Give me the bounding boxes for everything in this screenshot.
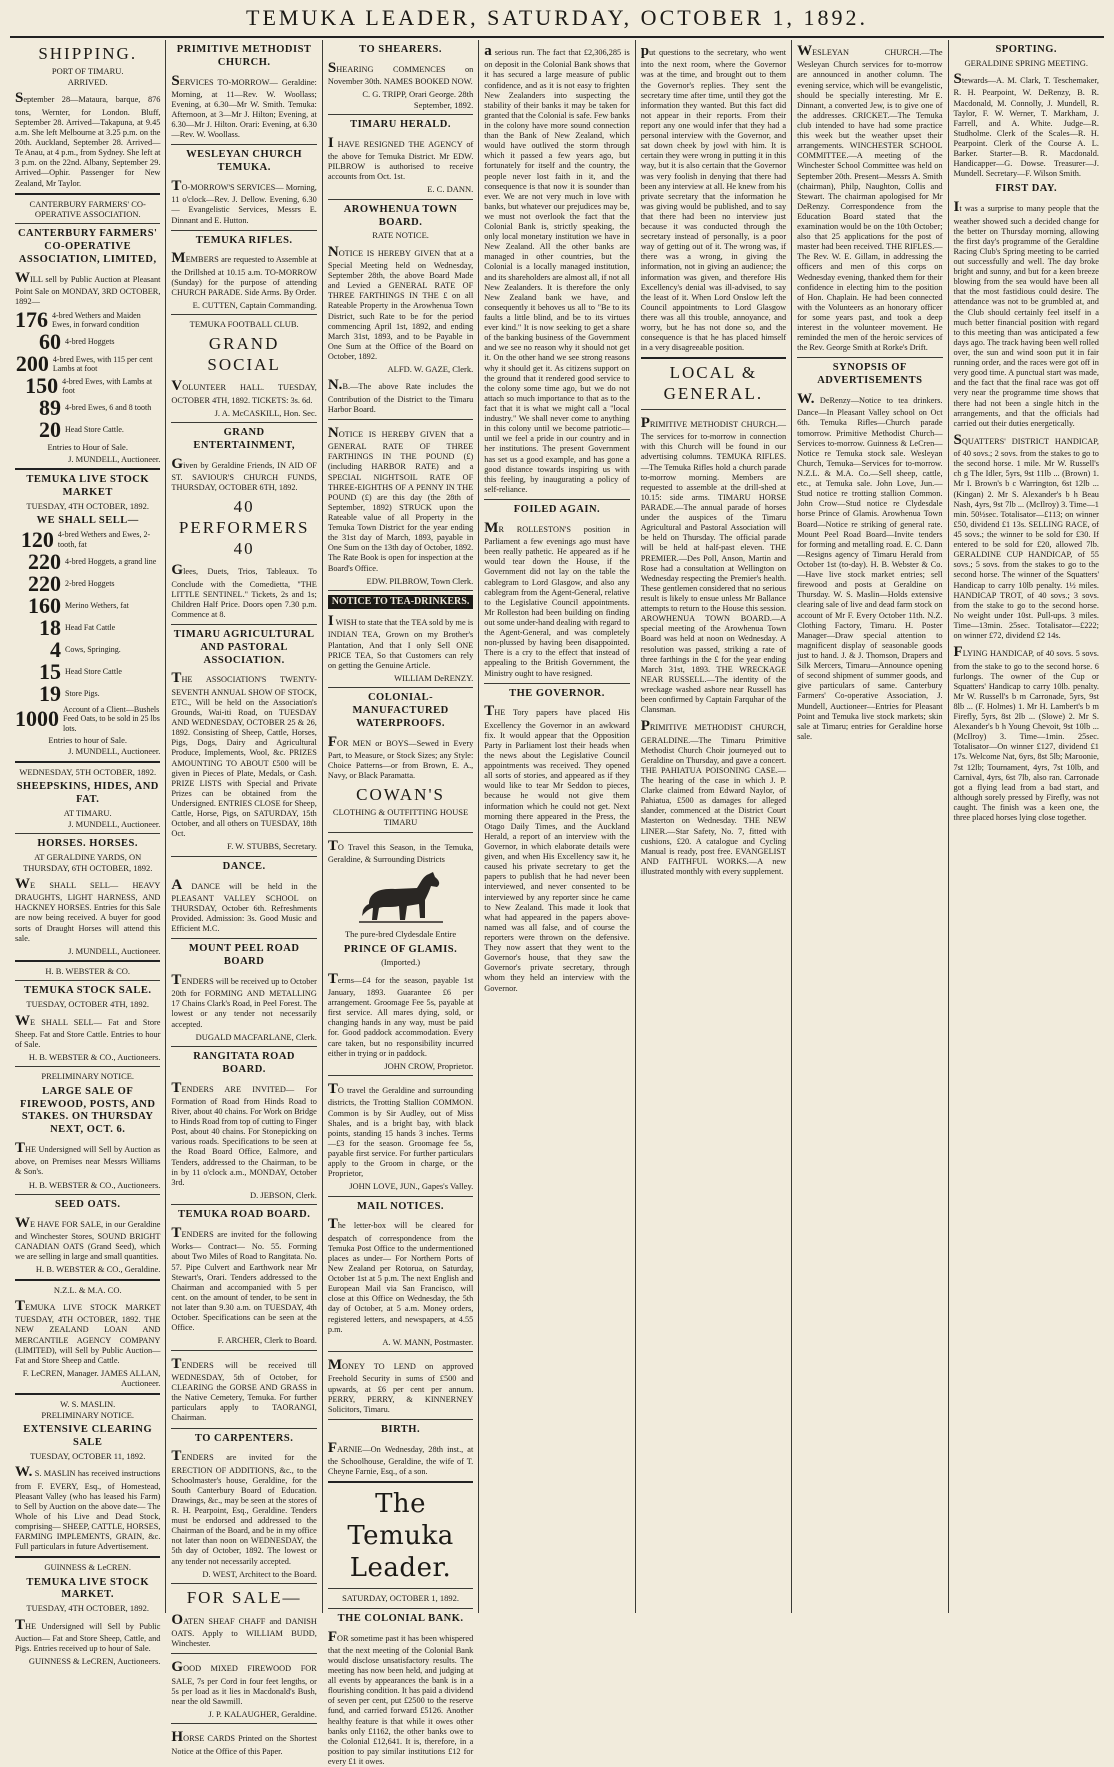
travel-text: TO Travel this Season, in the Temuka, Geraldine, & Surrounding Districts [327,837,474,865]
fc-text: VOLUNTEER HALL. TUESDAY, OCTOBER 4TH, 1892. TICKETS: 3s. 6d. [171,378,317,405]
dance-text: A DANCE will be held in the PLEASANT VALLEY SCHOOL on THURSDAY, October 6th. Refreshments Provided. Admission: 3s. Good Music and Efficient M.C. [171,876,317,934]
guinness-date: TUESDAY, 4TH OCTOBER, 1892. [26,1603,150,1614]
stock-list-1 [15,309,160,441]
prince-heading: PRINCE OF GLAMIS. [343,943,458,955]
signature: H. B. WEBSTER & CO., Auctioneers. [28,1179,161,1190]
nzla-banner: N.Z.L. & M.A. CO. [53,1284,122,1295]
meeting-heading: GERALDINE SPRING MEETING. [964,57,1088,68]
stock-desc: 2-bred Hoggets [65,578,115,588]
stock-desc: 4-bred Ewes, with Lambs at foot [62,376,153,396]
signature: F. ARCHER, Clerk to Board. [217,1335,317,1346]
herald-text: I HAVE RESIGNED THE AGENCY of the above for Temuka District. Mr EDW. PILBROW is authorised to receive accounts from Oct. 1st. [327,134,474,182]
divider [171,230,316,231]
dance-heading: DANCE. [222,860,266,872]
divider [171,1046,316,1047]
tap-heading: TIMARU AGRICULTURAL AND PASTORAL ASSOCIATION. [173,629,315,666]
tea-text: I WISH to state that the TEA sold by me is INDIAN TEA, Grown on my Brother's Plantation, And that I only Sell ONE PRICE TEA, So that Customers can rely on getting the Genuine Article. [327,613,474,670]
waterproofs-heading: COLONIAL-MANUFACTURED WATERPROOFS. [352,692,449,729]
signature: DUGALD MACFARLANE, Clerk. [195,1031,317,1042]
divider [171,1723,316,1724]
horse-illustration [328,868,473,926]
carp-text: TENDERS are invited for the ERECTION OF ADDITIONS, &c., to the Schoolmaster's house, Geraldine, for the South Canterbury Board of Education. Drawings, &c., may be seen at the stores of R. H. Pearpoint, Esq., Geraldine. Tenders must be endorsed and addressed to the Chairman of the Board, and be in my office not later than noon on WEDNESDAY, the 5th day of October, 1892. The lowest or any tender not necessarily accepted. [171,1448,317,1566]
columns [10,40,1104,1767]
maslin-banner: W. S. MASLIN. [60,1398,116,1409]
divider [484,499,629,500]
divider [171,144,316,145]
stock-line [15,331,160,353]
stock-line [15,705,160,734]
pm-heading: PRIMITIVE METHODIST CHURCH. [176,44,312,68]
guinness-text: THE Undersigned will Sell by Public Auction— Fat and Store Sheep, Cattle, and Pigs. Entries received up to hour of Sale. [15,1616,161,1654]
column-6 [792,40,948,1613]
stock-desc: Store Pigs. [65,688,100,698]
divider [15,193,160,195]
stock-line [15,375,160,397]
divider [15,960,160,962]
column-1 [10,40,166,1667]
paper-nameplate: The Temuka Leader. [347,1489,454,1583]
signature: J. A. McCASKILL, Hon. Sec. [214,407,317,418]
signature: H. B. WEBSTER & CO., Auctioneers. [28,1052,161,1063]
stock-count: 1000 [15,706,59,732]
divider [15,833,160,834]
signature: F. W. STUBBS, Secretary. [227,841,317,852]
divider [641,409,786,410]
stock-count: 150 [25,373,59,399]
maslin-prelim: PRELIMINARY NOTICE. [41,1409,135,1420]
divider [171,314,316,315]
races-text: SQUATTERS' DISTRICT HANDICAP, of 40 sovs.; 2 sovs. from the stakes to go to the second horse. 1 mile. Mr W. Russell's ch g The Idler, 5yrs, 9st 11lb ... (Brown) 1. Mr I. Brown's b c Warrington, 6st 12lb ... (Kingan) 2. Mr S. Alexander's b h Beau Nash, 4yrs, 9st 7lb ... (McIlroy) 3. Time—1 min. 50½sec. Totalisator—£113; on winner £50, dividend £1 13s. SELLING RACE, of 45 sovs.; the winner to be sold for £30. If entered to be sold for £20, allowed 7lb. GERALDINE CUP HANDICAP, of 55 sovs.; 5 sovs. from the stakes to go to the second horse. The winner of the Squatters' Handicap to carry 10lb penalty. 1½ miles. HANDICAP TROT, of 40 sovs.; 3 sovs. from the stake to go to the second horse. No weight under 10st. Pull-ups. 3 miles. Time—13min. 25sec. Totalisator—£222; on winner £72, dividend £2 14s. [953,431,1099,641]
signature: JOHN CROW, Proprietor. [384,1060,474,1071]
stock-line [15,658,160,684]
pure-bred-line: The pure-bred Clydesdale Entire [344,929,457,940]
divider [328,1075,473,1076]
common-text: TO travel the Geraldine and surrounding districts, the Trotting Stallion COMMON. Common is by Sir Audley, out of Miss Shales, and is a bright bay, with black points, standing 15 hands 3 inches. Terms—£3 for the season. Groomage fee 5s, payable first service. For further particulars apply to the Groom in charge, or the Proprietor, [327,1081,474,1179]
divider [171,1583,316,1584]
stock-count: 4 [50,636,61,662]
signature: J. MUNDELL, Auctioneer. [68,453,161,464]
grass-text: TENDERS will be received till WEDNESDAY, 5th of October, for CLEARING the GORSE AND GRASS in the Native Cemetery, Temuka. For further particulars apply to TAORANGI, Chairman. [171,1355,317,1423]
signature: D. JEBSON, Clerk. [250,1189,317,1200]
maslin-heading: EXTENSIVE CLEARING SALE [23,1424,153,1449]
divider [15,1279,160,1281]
sheepskins-heading: SHEEPSKINS, HIDES, AND FAT. [16,781,159,805]
we-shall-sell: WE SHALL SELL— [36,514,139,526]
signature: J. MUNDELL, Auctioneer. [68,746,161,757]
stock-line [15,419,160,441]
synopsis-text: W. DeRenzy—Notice to tea drinkers. Dance—In Pleasant Valley school on Oct 6th. Temuka Rifles—Church parade tomorrow. Primitive Methodist Church—Services to-morrow. Guinness & LeCren—Notice re Temuka stock sale. Wesleyan Church, Temuka—Services for to-morrow. N.Z.L. & M.A. Co.—Sell sheep, cattle, etc., at Temuka sale. John Love, Jun.—Stud notice re trotting stallion Common. John Crow—Stud notice re Clydesdale horse Prince of Glamis. Arowhenua Town Board—Notice re striking of general rate. Mount Peel Road Board—Invite tenders for forming and metalling road. E. C. Dann—Resigns agency of Timaru Herald from October 1st (to-day). H. B. Webster & Co.—Have live stock market entries; sell firewood and posts at Geraldine on Thursday. W. S. Maslin—Holds extensive clearing sale of live and dead farm stock on account of Mr F. Every October 11th. N.Z. Clothing Factory, Timaru. H. Poster Manager—Draw special attention to magnificent display of seasonable goods just to hand. J. & J. Thomson, Drapers and Silk Mercers, Timaru—Announce opening of second shipment of summer goods, and give particulars of same. Canterbury Farmers' Co-operative Association, J. Mundell, Auctioneer—Entries for Pleasant Point and Temuka live stock markets; skin sale at Timaru; entries for Geraldine horse sale. [797,391,943,741]
masthead-title: TEMUKA LEADER, SATURDAY, OCTOBER 1, 1892. [246,5,868,30]
stock-line [15,636,160,662]
birth-text: FARNIE—On Wednesday, 28th inst., at the Schoolhouse, Geraldine, the wife of T. Cheyne Farnie, Esq., of a son. [327,1439,474,1477]
stock-count: 176 [15,307,48,333]
column-3 [323,40,479,1767]
divider [328,114,473,115]
colonial-bank-heading: THE COLONIAL BANK. [337,1612,464,1624]
first-day-text: It was a surprise to many people that the weather showed such a decided change for the better on Thursday morning, allowing the first day's programme of the Geraldine Racing Club's Spring meeting to be carried out successfully and well. The day broke bright and sunny, and but for a keen breeze blowing from the sea would have been all that the most fastidious could desire. The attendance was not to be grumbled at, and the Club should certainly feel itself in a much better financial position with regard to this meeting than was anticipated a few days ago. The track having been well rolled over, the sun and wind soon put it in fair running order, and the races were got off in very good time. A punctual start was made, and the fact that the final race was got off very near the programme time shows that there had not been a single hitch in the arrangements, and that the officials had carried out their duties energetically. [953,199,1099,428]
divider [171,1653,316,1654]
wednesday-banner: WEDNESDAY, 5TH OCTOBER, 1892. [19,766,157,777]
herald-heading: TIMARU HERALD. [350,118,452,130]
firewood-heading: LARGE SALE OF FIREWOOD, POSTS, AND STAKES. ON THURSDAY NEXT, OCT. 6. [19,1085,156,1136]
imported-label: (Imported.) [381,957,421,968]
signature: J. MUNDELL, Auctioneer. [68,819,161,829]
entries-note: Entries to hour of Sale. [48,734,128,745]
mail-heading: MAIL NOTICES. [357,1200,445,1212]
signature: H. B. WEBSTER & CO., Geraldine. [35,1264,161,1275]
colonial-bank-text: FOR sometime past it has been whispered that the next meeting of the Colonial Bank would disclose unsatisfactory results. The meeting has now been held, and judging at all events by appearances the bank is in a flourishing condition. It has paid a dividend of seven per cent, put £2500 to the reserve fund, and carried forward £5126. Another healthy feature is that while it owes other banks only £1162, the other banks owe to the Colonial £12,641. It is, therefore, in a position to pay similar institutions £12 for every £1 it owes. [327,1628,474,1767]
shipping-text: September 28—Mataura, barque, 876 tons, Wernter, for London. Bluff, September 28. Arrived—Takapuna, at 9.45 a.m. She left Melbourne at 3.25 p.m. on the 20th. Auckland, September 28. Arrived—Te Anau, at 4 p.m., from Sydney. She left at 3 p.m. on the 22nd. Albany, September 29. Arrived—Ophir. Passenger for New Zealand, Mr Taylor. [15,90,161,188]
stock-line [15,397,160,419]
signature: D. WEST, Architect to the Board. [202,1568,317,1579]
local-general-text: PRIMITIVE METHODIST CHURCH.—The services for to-morrow in connection with this Church will be found in our advertising columns. TEMUKA RIFLES.—The Temuka Rifles hold a church parade to-morrow morning. Members are requested to assemble at the drill-shed at 10.15: side arms. TIMARU HORSE PARADE.—The annual parade of horses under the auspices of the Timaru Agricultural and Pastoral Association will be held on Thursday. The official parade will be held at half-past eleven. THE PREMIER.—Des Poll, Anson, Martin and Rose had a consultation at Wellington on Wednesday respecting the Premier's health. These gentlemen considered that no serious result is likely to ensue unless Mr Ballance attempts to return to the House this session. AROWHENUA TOWN BOARD.—A special meeting of the Arowhenua Town Board was held at noon on Wednesday. A resolution was passed, striking a rate of three farthings in the £ for the year ending March 31st, 1893. THE WRECKAGE NEAR RUSSELL.—The identity of the wreckage washed ashore near Russell has been confirmed by Captain Farquhar of the Clansman. [640,414,787,715]
stock-desc: 4-bred Hoggets, a grand line [65,556,157,566]
divider [328,832,473,833]
first-day-heading: FIRST DAY. [995,183,1058,195]
wesleyan-heading: WESLEYAN CHURCH TEMUKA. [186,149,303,174]
nzla-text: TEMUKA LIVE STOCK MARKET TUESDAY, 4TH OCTOBER, 1892. THE NEW ZEALAND LOAN AND MERCANTILE AGENCY COMPANY (LIMITED), will Sell by Public Auction— Fat and Store Sheep and Cattle. [15,1298,161,1365]
stock-list-2 [15,526,160,734]
stock-line [15,592,160,618]
tss-heading: TEMUKA STOCK SALE. [23,985,152,997]
divider [15,1066,160,1067]
divider [328,687,473,688]
signature: A. W. MANN, Postmaster. [382,1336,474,1347]
entries-note: Entries to Hour of Sale. [47,442,128,453]
oats-text: WE HAVE FOR SALE, in our Geraldine and Winchester Stores, SOUND BRIGHT CANADIAN OATS (Grand Seed), which we are selling in large and small quantities. [15,1214,161,1262]
divider [171,1350,316,1351]
divider [328,1588,473,1589]
divider [15,980,160,981]
cfc-heading: CANTERBURY FARMERS' CO-OPERATIVE ASSOCIATION, LIMITED, [17,228,158,265]
column-7 [949,40,1104,1613]
signature: EDW. PILBROW, Town Clerk. [366,575,474,586]
local-general-heading: LOCAL & GENERAL. [663,363,764,404]
local-general-text-2: PRIMITIVE METHODIST CHURCH, GERALDINE.—The Timaru Primitive Methodist Church Choir journeyed out to Geraldine on Thursday, and gave a concert. THE PAHIATUA POISONING CASE.—The hearing of the case in which J. P. Clarke claimed from Edward Naylor, of Pahiatua, £500 as damages for alleged slander, commenced at the District Court Masterton on Wednesday. THE NEW LINER.—Star Safety, No. 7, fitted with cushions, £20. A catalogue and Cycling Manual is ready, post free. EVANGELIST AND FAITHFUL WORKS.—A new illustrated monthly with every supplement. [640,718,787,877]
stock-desc: 4-bred Ewes, 6 and 8 tooth [65,403,152,413]
stock-count: 200 [15,351,49,377]
cfc-banner: CANTERBURY FARMERS' CO-OPERATIVE ASSOCIATION. [29,198,146,219]
stock-desc: 4-bred Ewes, with 115 per cent Lambs at foot [52,354,153,374]
fc-big: GRAND SOCIAL [207,333,281,374]
mp-heading: MOUNT PEEL ROAD BOARD [188,943,300,968]
foiled-text: MR ROLLESTON'S position in Parliament a few evenings ago must have been really pathetic. He appeared as if he would tear down the House, if the Government did not lay on the table the cablegram to Lord Glasgow, and also any cablegram from the Agent-General, relative to the Legislative Council appointments. Mr Rolleston had been building on finding out some under-hand dealing with regard to the Agent-General, and was completely non-plussed by having been disappointed. There is a cry to the effect that instead of appealing to the British Government, the Ministry ought to have resigned. [484,519,630,678]
stock-count: 120 [20,526,54,552]
column-2 [166,40,322,1756]
governor-text: THE Tory papers have placed His Excellency the Governor in an awkward fix. It would appear that the Opposition Party in Parliament lost their heads when the news about the Legislative Council appointments was received. They opened all sorts of stories, and appeared as if they would like to tear Mr Seddon to pieces, because he would not give them information which he could not get. Next morning there appeared in the Press, the Otago Daily Times, and the Auckland Herald, a report of an interview with the Governor, in which elaborate details were given, and when His Excellency saw it, he caused his private secretary to get the papers to publish that he had never been interviewed, and never consented to be interviewed by any reporter since he came to New Zealand. This made it look that what had appeared in the papers above-named was all false, and of course the reporters were thrown on the defensive. They now assert that they went to the Governor's house, that they saw the Governor's private secretary, through whom they held an interview with the Governor. [484,703,630,993]
arrived-label: ARRIVED. [67,77,108,88]
divider [797,357,942,358]
governor-heading: THE GOVERNOR. [509,687,605,699]
wesleyan-text: TO-MORROW'S SERVICES— Morning, 11 o'clock—Rev. J. Dellow. Evening, 6.30 — Evangelistic Services, Messrs E. Dinnant and E. Hutton. [171,178,317,225]
signature: GUINNESS & LeCREN, Auctioneers. [28,1656,161,1667]
money-text: MONEY TO LEND on approved Freehold Security in sums of £500 and upwards, at £6 per cent per annum. PERRY, PERRY, & KINNERNEY Solicitors, Timaru. [327,1357,474,1414]
divider [171,1428,316,1429]
stock-desc: 4-bred Wethers and Maiden Ewes, in forward condition [52,310,141,330]
tea-banner: NOTICE TO TEA-DRINKERS. [328,595,473,609]
stock-line [15,680,160,706]
trb-text: TENDERS are invited for the following Works— Contract— No. 55. Forming about Two Miles of Road to Rangitata. No. 57. Pipe Culvert and Earthwork near Mr Stewart's, Orari. Tenders addressed to the Chairman and accompanied with 5 per cent. on the amount of tender, to be sent in not later than 9.30 a.m. on TUESDAY, 4th October. Specifications can be seen at the Office. [171,1225,317,1333]
stock-desc: Merino Wethers, fat [65,600,129,610]
signature: E. C. DANN. [427,184,474,195]
stock-line [15,353,160,375]
atb-sub: RATE NOTICE. [372,230,429,241]
waterproofs-text: FOR MEN or BOYS—Sewed in Every Part, to Measure, or Stock Sizes; any Style: Choice Patterns—or from Brown, E. A., Navy, or Black Paramatta. [327,733,474,781]
atb-nb: N.B.—The above Rate includes the Contribution of the District to the Timaru Harbor Board. [327,377,474,414]
atb-text: NOTICE IS HEREBY GIVEN that at a Special Meeting held on Wednesday, September 28th, the above Board Made and Levied a GENERAL RATE OF THREE FARTHINGS IN THE £ on all Rateable Property in the Arowhenua Town District, such Rate to be for the period commencing April 1st, 1892, and ending March 31st, 1893, and to be Payable in One Sum at the Office of the Board on October, 1892. [327,243,474,361]
sheepskins-text: AT TIMARU. [63,807,112,818]
divider [328,1419,473,1420]
stock-count: 220 [28,548,61,574]
divider [171,624,316,625]
tap-text: THE ASSOCIATION'S TWENTY-SEVENTH ANNUAL SHOW OF STOCK, ETC., Will be held on the Association's Grounds, Wai-iti Road, on TUESDAY AND WEDNESDAY, OCTOBER 25 & 26, 1892. Consisting of Sheep, Cattle, Horses, Pigs, Dogs, Dairy and Agricultural Produce, Implements, Wool, &c. PRIZES AMOUNTING TO ABOUT £500 will be given in Pieces of Plate, Medals, or Cash. PRIZE LISTS with Special and Private Prizes can be obtained from the Undersigned. ENTRIES CLOSE for Sheep, Cattle, Horse, Pigs, on SATURDAY, 15th October, and all others on TUESDAY, 18th Oct. [171,670,317,839]
pm-text: SERVICES TO-MORROW— Geraldine: Morning, at 11—Rev. W. Woollass; Evening, at 6.30—Mr W. Smith. Temuka: Afternoon, at 3—Mr J. Hilton; Evening, at 6.30—Mr J. Hilton. Orari: Evening, at 6.30—Rev. W. Woollass. [171,72,317,140]
prince-text: Terms—£4 for the season, payable 1st January, 1893. Guarantee £6 per arrangement. Groomage Fee 5s, payable at first service. All mares dying, sold, or changing hands in any way, must be paid for. Good paddock accommodation. Every care taken, but no responsibility incurred either in trying or in paddock. [327,970,474,1058]
divider [484,683,629,684]
ge-big: 40 PERFORMERS 40 [178,497,310,558]
signature: J. P. KALAUGHER, Geraldine. [208,1708,317,1719]
port-heading: PORT OF TIMARU. [51,65,124,76]
maslin-date: TUESDAY, OCTOBER 11, 1892. [30,1450,146,1461]
divider [641,357,786,359]
tss-text: WE SHALL SELL— Fat and Store Sheep. Fat and Store Cattle. Entries to hour of Sale. [15,1012,161,1049]
stock-count: 89 [39,395,61,421]
cfc-text: WILL sell by Public Auction at Pleasant Point Sale on MONDAY, 3RD OCTOBER, 1892— [15,269,161,307]
signature: F. LeCREN, Manager. JAMES ALLAN, Auctioneer. [22,1367,161,1389]
shearers-text: SHEARING COMMENCES on November 30th. NAMES BOOKED NOW. [327,59,474,87]
divider [328,1608,473,1609]
trb-heading: TEMUKA ROAD BOARD. [177,1209,311,1221]
stewards-text: Stewards—A. M. Clark, T. Teschemaker, R. H. Pearpoint, W. DeRenzy, B. R. Macdonald, M. Connolly, J. Mundell, R. Taylor, F. W. Werner, T. Markham, J. Farrell, and A. White. Judge—R. Studholme. Clerk of the Scales—R. H. Pearpoint. Clerk of the Course A. L. Barker. Starter—B. R. Macdonald. Handicapper—G. Dowse. Treasurer—J. Mundell. Secretary—F. Wilson Smith. [953,71,1099,179]
signature: C. G. TRIPP, Orari George. 28th September, 1892. [362,89,474,110]
stock-desc: Head Fat Cattle [65,622,116,632]
tlsm-heading: TEMUKA LIVE STOCK MARKET [26,473,150,498]
signature: J. MUNDELL, Auctioneer. [68,945,161,956]
divider [15,1393,160,1395]
divider [15,1556,160,1558]
stock-line [15,309,160,331]
oats-heading: SEED OATS. [54,1198,121,1210]
horses-sub: AT GERALDINE YARDS, ON THURSDAY, 6TH OCTOBER, 1892. [23,852,153,873]
guinness-heading: TEMUKA LIVE STOCK MARKET. [26,1576,150,1601]
stock-line [15,570,160,596]
ge-text-2: Glees, Duets, Trios, Tableaux. To Conclude with the Comedietta, "THE LITTLE SENTINEL." Tickets, 2s and 1s; Children Half Price. Doors open 7.30 p.m. Commence at 8. [171,562,317,619]
synopsis-heading: SYNOPSIS OF ADVERTISEMENTS [817,362,923,387]
maslin-text: W. S. MASLIN has received instructions from F. EVERY, Esq., of Homestead, Pleasant Valley (who has leased his Farm) to Sell by Auction on the above date— The Whole of his Live and Dead Stock, comprising— SHEEP, CATTLE, HORSES, FARMING IMPLEMENTS, GRAIN, &c. Full particulars in future Advertisement. [15,1464,161,1552]
firewood-text: GOOD MIXED FIREWOOD FOR SALE, 7s per Cord in four feet lengths, or 5s per load as it lies in Macdonald's Bush, near the old Sawmill. [171,1659,317,1706]
prelim-heading: PRELIMINARY NOTICE. [41,1071,135,1082]
fc-heading: TEMUKA FOOTBALL CLUB. [189,319,299,330]
stock-count: 160 [28,592,61,618]
stock-line [15,614,160,640]
tlsm-date: TUESDAY, 4TH OCTOBER, 1892. [26,500,150,511]
rang-heading: RANGITATA ROAD BOARD. [193,1050,296,1075]
divider [15,1194,160,1195]
sporting-heading: SPORTING. [995,44,1058,55]
rifles-heading: TEMUKA RIFLES. [195,234,293,246]
stock-desc: Head Store Cattle [65,666,122,676]
divider [171,422,316,423]
column-5 [636,40,792,1613]
signature: E. CUTTEN, Captain Commanding. [192,300,317,311]
stock-desc: Account of a Client—Bushels Feed Oats, to be sold in 25 lbs lots. [63,704,160,734]
stock-desc: 4-bred Wethers and Ewes, 2-tooth, fat [57,529,151,549]
flying-text: FLYING HANDICAP, of 40 sovs. 5 sovs. from the stake to go to the second horse. 6 furlongs. The owner of the Cup or Squatters' Handicap to carry 10lb. penalty. Mr W. Russell's b m Carronade, 5yrs, 9st 8lb ... (F. Holmes) 1. Mr H. Lambert's b m Firefly, 5yrs, 8st 2lb ... (Slowe) 2. Mr S. Alexander's b h Young Chevoit, 9st 10lb ... (McIlroy) 3. Time—1min. 25sec. Totalisator—On winner £127, dividend £1 17s. Welcome Nat, 6yrs, 8st 5lb; Maroonie, 7st 12lb; Tournament, 4yrs, 7st 10lb, and Carnival, 4yrs, 6st 7lb, also ran. Carronade got a flying lead from a bad start, and although sorely pressed by Firefly, was not caught. The finish was a keen one, the three placed horses lying close together. [953,644,1099,823]
divider [171,938,316,939]
horse-cards-text: HORSE CARDS Printed on the Shortest Notice at the Office of this Paper. [171,1729,317,1756]
stock-line [15,548,160,574]
paper-date: SATURDAY, OCTOBER 1, 1892. [342,1593,460,1604]
horses-text: WE SHALL SELL— HEAVY DRAUGHTS, LIGHT HARNESS, AND HACKNEY HORSES. Entries for this Sale are now being received. A buyer for good sorts of Draught Horses will attend this sale. [15,875,161,943]
horse-icon [357,868,445,926]
signature: JOHN LOVE, JUN., Gapes's Valley. [349,1181,474,1192]
divider [15,468,160,470]
stock-desc: Head Store Cattle. [65,425,124,435]
divider [328,199,473,200]
column-4 [479,40,635,1613]
stock-count: 60 [39,329,61,355]
divider [15,761,160,763]
tss-date: TUESDAY, OCTOBER 4TH, 1892. [26,999,150,1010]
signature: WILLIAM DeRENZY. [394,672,474,683]
divider [328,419,473,420]
firewood-text: THE Undersigned will Sell by Auction as above, on Premises near Messrs Williams & Son's. [15,1140,161,1177]
shipping-heading: SHIPPING. [38,44,138,63]
stock-desc: 4-bred Hoggets [65,337,115,347]
stock-count: 18 [39,614,61,640]
webster-banner: H. B. WEBSTER & CO. [45,966,131,977]
carp-heading: TO CARPENTERS. [194,1432,294,1444]
divider [328,1481,473,1483]
stock-count: 20 [39,417,61,443]
cowan-sub: CLOTHING & OUTFITTING HOUSE TIMARU [332,807,469,828]
foiled-heading: FOILED AGAIN. [513,504,601,515]
ge-heading: GRAND ENTERTAINMENT, [193,427,295,451]
masthead [10,0,1104,38]
divider [171,1204,316,1205]
atb-heading: AROWHENUA TOWN BOARD. [343,203,458,228]
shearers-heading: TO SHEARERS. [359,44,442,55]
divider [328,590,473,591]
editorial-text: a serious run. The fact that £2,306,285 is on deposit in the Colonial Bank shows that it has secured a large measure of public confidence, and as it is not easy to frighten New Zealanders into suspecting the stability of their banks it may be taken for granted that the Colonial is safe. Few banks in the colony have more sound connection than the Bank of New Zealand, which would have outlived the storm through which it passed a few years ago, but fortunately for itself and the country, the people never lost faith in it, and the consequence is that now it is sounder than ever. We are not very much in love with banks, but whatever our prejudices may be, we must not overlook the fact that the Colonial Bank is, strictly speaking, the only local monetary institution we have in New Zealand. All the other banks are managed in other countries, but the Colonial is a locally managed institution, and its shareholders are almost all, if not all New Zealanders. It is therefore the only New Zealand bank we have, and consequently it behoves us all to "Be to its faults a little blind, and be to its virtues ever kind." It is now seeking to get a share of the banking business of the Government and we see no reason why it should not get it. On the other hand we see strong reasons why it should get it. As citizens support on the ground that it rendered good service to the colony some time ago, but we do not attach so much importance to that as to the fact that it is what we might call a "local industry." We shall never come to anything in this colony until we become patriotic—until we feel a pride in our country and in her institutions. The present Government has set us a good example, and has gone a good distance towards inspiring us with this feeling, by inaugurating a policy of self-reliance. [484,43,630,494]
birth-heading: BIRTH. [381,1423,421,1435]
local-notes-text: WESLEYAN CHURCH.—The Wesleyan Church services for to-morrow are announced in another column. The evening service, which will be evangelistic, should be specially interesting. Mr E. Dinnant, a converted Jew, is to give one of the addresses. CRICKET.—The Temuka club intended to have had some practice this week but the weather upset their arrangements. WINCHESTER SCHOOL COMMITTEE.—A meeting of the Winchester School Committee was held on September 20th. Present—Messrs A. Smith (chairman), Philp, Naughton, Collis and Stewart. The chairman apologised for Mr DeRenzy. Correspondence from the Education Board stated that the examination would be on the 10th October; also that 25 applications for the post of master had been received. THE RIFLES.—The Rev. W. E. Gillam, in addressing the officers and men of this corps on Wednesday evening, thanked them for their confidence in electing him to the position of Hon. Chaplain. He had been connected with the Volunteers as an honorary officer for some years past, and took a deep interest in the volunteer movement. He reminded the men of the heroic services of the Rev. George Smith at Rorke's Drift. [797,43,943,353]
guinness-banner: GUINNESS & LeCREN. [44,1562,132,1573]
stock-desc: Cows, Springing. [65,644,121,654]
rang-text: TENDERS ARE INVITED— For Formation of Road from Hinds Road to River, about 40 chains. For Work on Bridge to Hinds Road from top of cutting to Finger Post, about 40 chains. For Stonepicking on various roads. Specifications to be seen at the Road Board Office, Ealmore, and Tenders, addressed to the Chairman, to be in by 11 o'clock a.m., MONDAY, October 3rd. [171,1079,317,1187]
for-sale-text: OATEN SHEAF CHAFF and DANISH OATS. Apply to WILLIAM BUDD, Winchester. [171,1611,317,1649]
divider [171,856,316,857]
stock-count: 15 [39,658,61,684]
rifles-text: MEMBERS are requested to Assemble at the Drillshed at 10.15 a.m. TO-MORROW (Sunday) for the purpose of attending CHURCH PARADE. Side Arms. By Order. [171,250,317,297]
divider [328,1196,473,1197]
mp-text: TENDERS will be received up to October 20th for FORMING AND METALLING 17 Chains Clark's Road, in Peel Forest. The lowest or any tender not necessarily accepted. [171,971,317,1029]
horses-heading: HORSES. HORSES. [37,838,138,850]
cowan-heading: COWAN'S [356,785,445,805]
divider [328,1351,473,1352]
ge-text: Given by Geraldine Friends, IN AID OF ST. SAVIOUR'S CHURCH FUNDS, THURSDAY, OCTOBER 6TH, 1892. [171,455,317,493]
stock-line [15,526,160,552]
for-sale-heading: FOR SALE— [186,1588,302,1608]
atb-text-2: NOTICE IS HEREBY GIVEN that a GENERAL RATE OF THREE FARTHINGS IN THE POUND (£) (including HARBOR RATE) and a SPECIAL NIGHTSOIL RATE OF THREE-EIGHTHS OF A PENNY IN THE POUND (£) are this day (the 28th of September, 1892) STRUCK upon the Rateable value of all Property in the Temuka Town District for the year ending the 31st day of March, 1893, payable in One Sum on the 13th day of October, 1892. The Rate Book is open for inspection at the Board's Office. [327,424,474,573]
governor-continued: put questions to the secretary, who went into the next room, where the Governor was at the time, and brought out to them the Governor's replies. They sent the secretary time after time, until they got the information they wanted. But this fact did not appear in their reports. From their report any one would infer that they had a personal interview with the Governor, and sat down cheek by jowl with him. It is certain they were wrong in putting it in this way, but it is also certain that the Governor was very foolish in denying that there had been any interview at all. He knew from his private secretary that the information he was giving would be published, and to say that there had been no interview just because it was conducted through the secretary instead of personally, is a poor way of getting out of it. The wrong was, if there was a wrong, in giving the information, not in giving an audience; the information was given, and therefore His Excellency's denial was ill-advised, to say the least of it. When Lord Onslow left the Council appointments to Lord Glasgow there was all this trouble, annoyance, and worry, but he has not done so, and the consequence is that he has placed himself in a very disagreeable position. [640,43,787,353]
divider [15,223,160,224]
signature: ALFD. W. GAZE, Clerk. [387,364,474,375]
mail-text: The letter-box will be cleared for despatch of correspondence from the Temuka Post Office to the undermentioned places as under— For Northern Ports of New Zealand per Rotorua, on Saturday, October 1st at 5 p.m. The next English and European Mail via San Francisco, will close at this Office on Wednesday, the 5th day of October, at 5 a.m. Money orders, registered letters, and newspapers, at 4.55 p.m. [327,1216,474,1334]
stock-count: 19 [39,680,61,706]
stock-count: 220 [28,570,61,596]
